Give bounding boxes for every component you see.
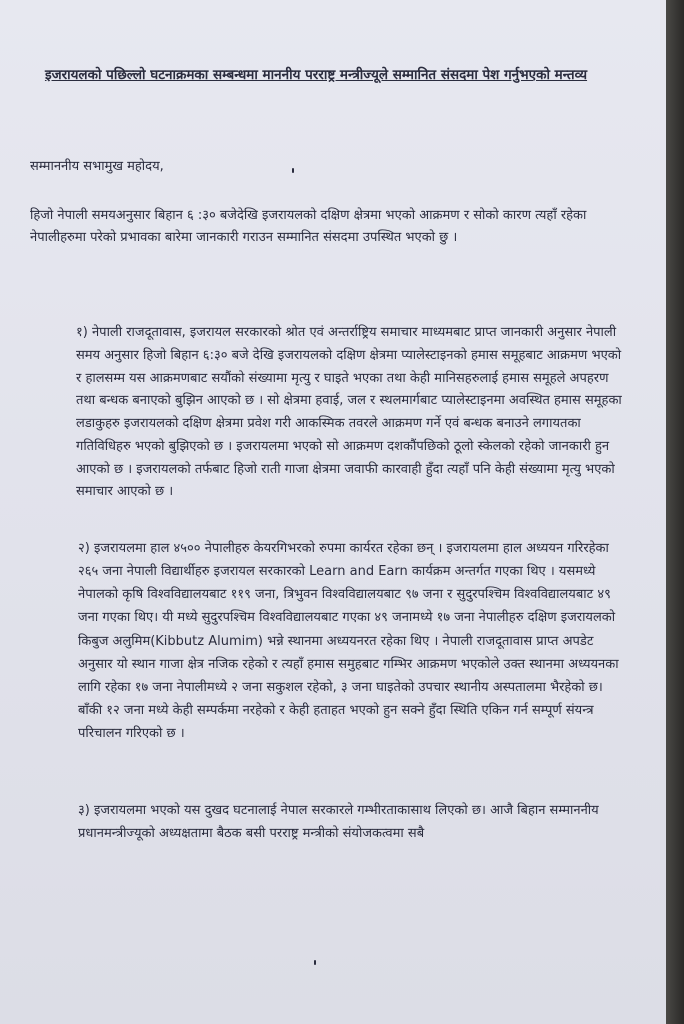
page-edge-shadow bbox=[666, 0, 684, 1024]
ink-speck bbox=[292, 168, 294, 173]
paragraph-1: १) नेपाली राजदूतावास, इजरायल सरकारको श्रोत एवं अन्तर्राष्ट्रिय समाचार माध्यमबाट प्राप्त जानकारी अनुसार नेपाली समय अनुसार हिजो बिहान ६:३० बजे देखि इजरायलको दक्षिण क्षेत्रमा प्यालेस्टाइनको हमास समूहबाट आक्रमण भएको र हालसम्म यस आक्रमणबाट सयौंको संख्यामा मृत्यु र घाइते भएका तथा केही मानिसहरुलाई हमास समूहले अपहरण तथा बन्धक बनाएको बुझिन आएको छ । सो क्षेत्रमा हवाई, जल र स्थलमार्गबाट प्यालेस्टाइनमा अवस्थित हमास समूहका लडाकुहरु इजरायलको दक्षिण क्षेत्रमा प्रवेश गरी आकस्मिक तवरले आक्रमण गर्ने एवं बन्धक बनाउने लगायतका गतिविधिहरु भएको बुझिएको छ । इजरायलमा भएको सो आक्रमण दशकौंपछिको ठूलो स्केलको रहेको जानकारी हुन आएको छ । इजरायलको तर्फबाट हिजो राती गाजा क्षेत्रमा जवाफी कारवाही हुँदा त्यहाँ पनि केही संख्यामा मृत्यु भएको समाचार आएको छ । bbox=[76, 325, 622, 500]
ink-speck bbox=[314, 960, 316, 965]
salutation: सम्माननीय सभामुख महोदय, bbox=[30, 159, 164, 174]
document-title: इजरायलको पछिल्लो घटनाक्रमका सम्बन्धमा माननीय परराष्ट्र मन्त्रीज्यूले सम्मानित संसदमा पेश गर्नुभएको मन्तव्य bbox=[44, 67, 588, 83]
paragraph-3: ३) इजरायलमा भएको यस दुखद घटनालाई नेपाल सरकारले गम्भीरताकासाथ लिएको छ। आजै बिहान सम्माननीय प्रधानमन्त्रीज्यूको अध्यक्षतामा बैठक बसी परराष्ट्र मन्त्रीको संयोजकत्वमा सबै bbox=[78, 803, 599, 841]
paragraph-2: २) इजरायलमा हाल ४५०० नेपालीहरु केयरगिभरको रुपमा कार्यरत रहेका छन् । इजरायलमा हाल अध्ययन गरिरहेका २६५ जना नेपाली विद्यार्थीहरु इजरायल सरकारको Learn and Earn कार्यक्रम अन्तर्गत गएका थिए । यसमध्ये नेपालको कृषि विश्वविद्यालयबाट ११९ जना, त्रिभुवन विश्वविद्यालयबाट ९७ जना र सुदुरपश्चिम विश्वविद्यालयबाट ४९ जना गएका थिए। यी मध्ये सुदुरपश्चिम विश्वविद्यालयबाट गएका ४९ जनामध्ये १७ जना नेपालीहरु दक्षिण इजरायलको किबुज अलुमिम(Kibbutz Alumim) भन्ने स्थानमा अध्ययनरत रहेका थिए । नेपाली राजदूतावास प्राप्त अपडेट अनुसार यो स्थान गाजा क्षेत्र नजिक रहेको र त्यहाँ हमास समुहबाट गम्भिर आक्रमण भएकोले उक्त स्थानमा अध्ययनका लागि रहेका १७ जना नेपालीमध्ये २ जना सकुशल रहेको, ३ जना घाइतेको उपचार स्थानीय अस्पतालमा भैरहेको छ। बाँकी १२ जना मध्ये केही सम्पर्कमा नरहेको र केही हताहत भएको हुन सक्ने हुँदा स्थिति एकिन गर्न सम्पूर्ण संयन्त्र परिचालन गरिएको छ । bbox=[78, 541, 619, 741]
intro-paragraph: हिजो नेपाली समयअनुसार बिहान ६ :३० बजेदेखि इजरायलको दक्षिण क्षेत्रमा भएको आक्रमण र सोको कारण त्यहाँ रहेका नेपालीहरुमा परेको प्रभावका बारेमा जानकारी गराउन सम्मानित संसदमा उपस्थित भएको छु । bbox=[30, 208, 587, 246]
